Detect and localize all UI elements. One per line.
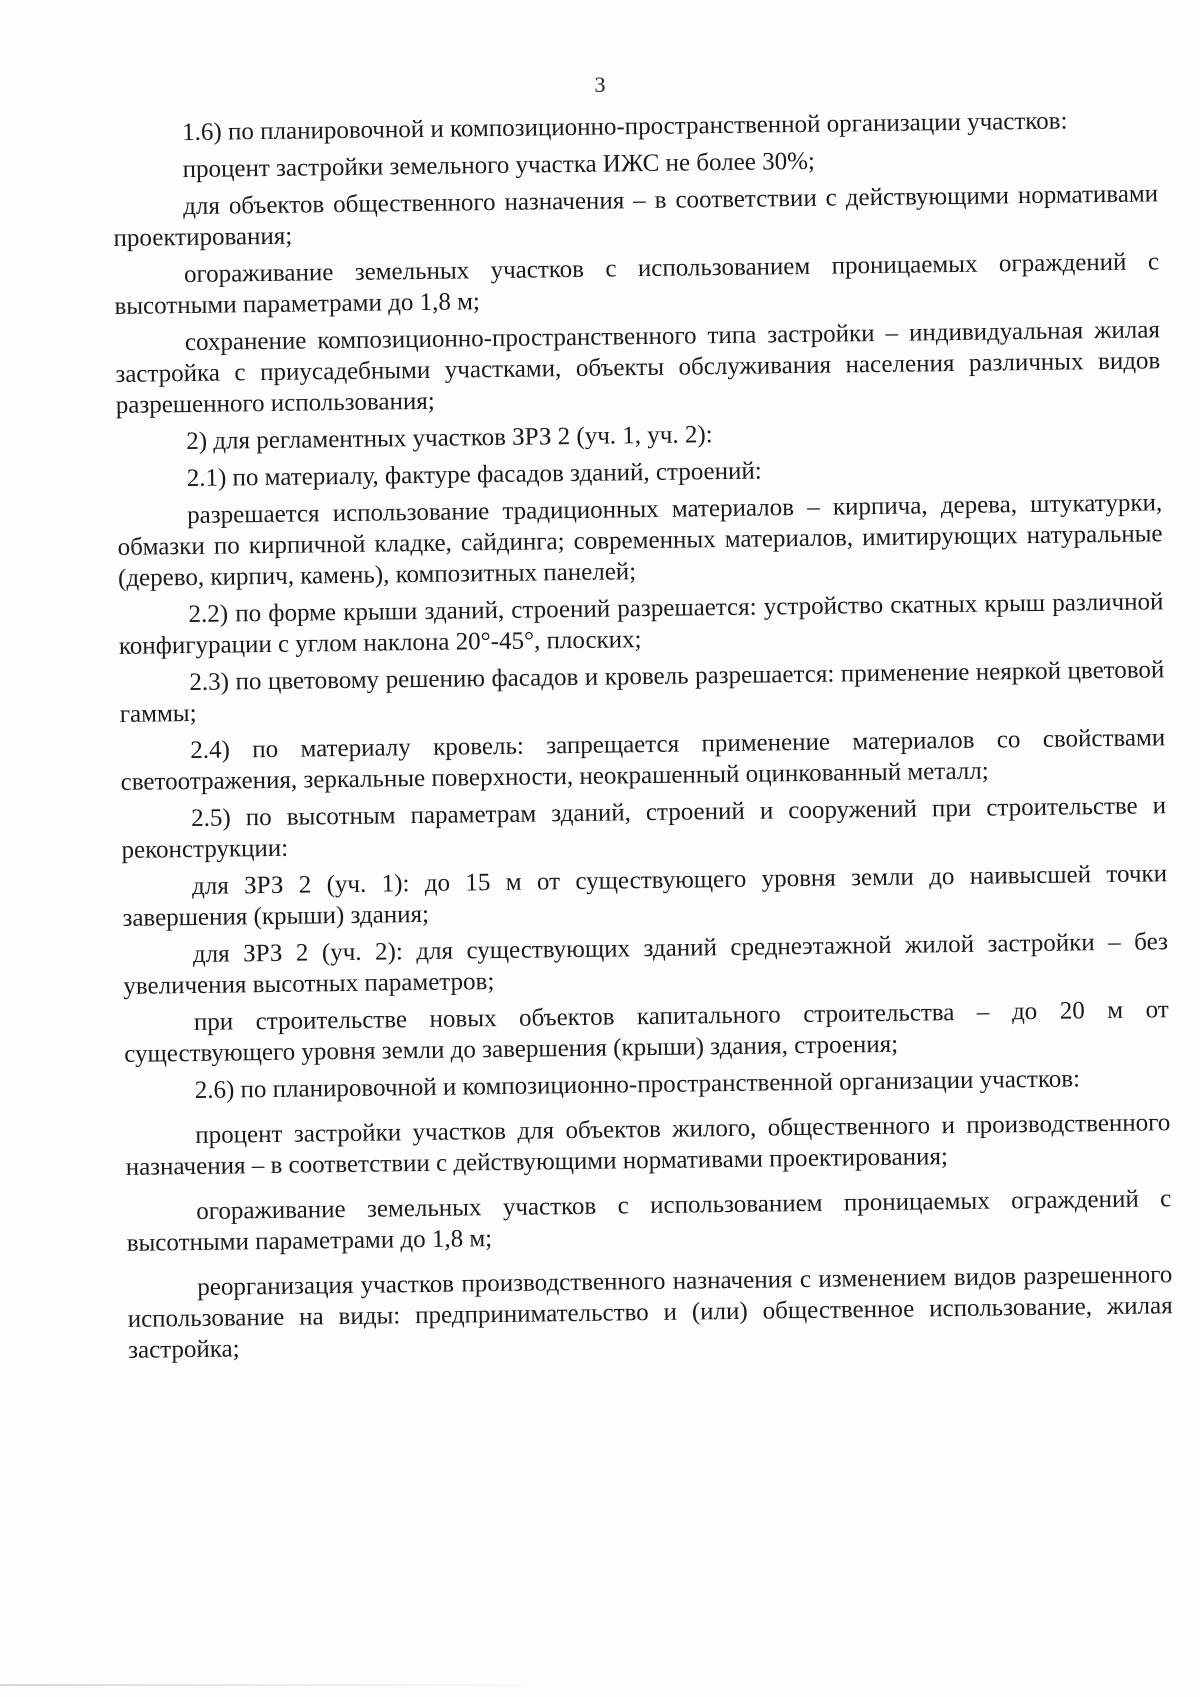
scan-artifact-line bbox=[0, 1684, 560, 1686]
paragraph-fencing-1: огораживание земельных участков с использованием проницаемых ограждений с высотными параметрами до 1,8 м; bbox=[114, 248, 1160, 320]
document-body bbox=[112, 104, 1173, 1372]
paragraph-2-1: 2.1) по материалу, фактуре фасадов зданий, строений: bbox=[186, 457, 762, 493]
paragraph-zrz2-uch2: для ЗРЗ 2 (уч. 2): для существующих зданий среднеэтажной жилой застройки – без увеличения высотных параметров; bbox=[123, 928, 1169, 1000]
paragraph-izhs-coverage: процент застройки земельного участка ИЖС не более 30%; bbox=[182, 147, 816, 184]
paragraph-public-objects: для объектов общественного назначения – в соответствии с действующими нормативами проектирования; bbox=[113, 180, 1159, 252]
paragraph-2-3: 2.3) по цветовому решению фасадов и кровель разрешается: применение неяркой цветовой гаммы; bbox=[119, 656, 1165, 728]
paragraph-fencing-2: огораживание земельных участков с использованием проницаемых ограждений с высотными параметрами до 1,8 м; bbox=[126, 1185, 1172, 1257]
paragraph-2-6: 2.6) по планировочной и композиционно-пространственной организации участков: bbox=[194, 1065, 1081, 1104]
paragraph-reorganization: реорганизация участков производственного назначения с изменением видов разрешенного использование на виды: предпринимательство и (или) общественное использование, жилая застройка; bbox=[127, 1261, 1173, 1364]
paragraph-1-6-heading: 1.6) по планировочной и композиционно-пространственной организации участков: bbox=[182, 107, 1068, 147]
paragraph-materials: разрешается использование традиционных материалов – кирпича, дерева, штукатурки, обмазки по кирпичной кладке, сайдинга; современных материалов, имитирующих натуральные (дерево, кирпич, камень), композитных панелей; bbox=[117, 489, 1163, 592]
paragraph-2-5: 2.5) по высотным параметрам зданий, строений и сооружений при строительстве и реконструкции: bbox=[121, 792, 1167, 864]
paragraph-2-heading: 2) для регламентных участков ЗРЗ 2 (уч. 1, уч. 2): bbox=[186, 421, 713, 456]
page-number: 3 bbox=[594, 72, 606, 97]
paragraph-coverage-percent: процент застройки участков для объектов жилого, общественного и производственного назначения – в соответствии с действующими нормативами проектирования; bbox=[125, 1109, 1171, 1181]
paragraph-zrz2-uch1: для ЗРЗ 2 (уч. 1): до 15 м от существующего уровня земли до наивысшей точки завершения (крыши) здания; bbox=[122, 860, 1168, 932]
paragraph-2-4: 2.4) по материалу кровель: запрещается применение материалов со свойствами светоотражения, зеркальные поверхности, неокрашенный оцинкованный металл; bbox=[120, 724, 1166, 796]
paragraph-new-construction: при строительстве новых объектов капитального строительства – до 20 м от существующего уровня земли до завершения (крыши) здания, строения; bbox=[124, 996, 1169, 1068]
paragraph-2-2: 2.2) по форме крыши зданий, строений разрешается: устройство скатных крыш различной конфигурации с углом наклона 20°-45°, плоских; bbox=[118, 588, 1164, 660]
paragraph-composition-type: сохранение композиционно-пространственного типа застройки – индивидуальная жилая застройка с приусадебными участками, объекты обслуживания населения различных видов разрешенного использования; bbox=[115, 316, 1161, 419]
